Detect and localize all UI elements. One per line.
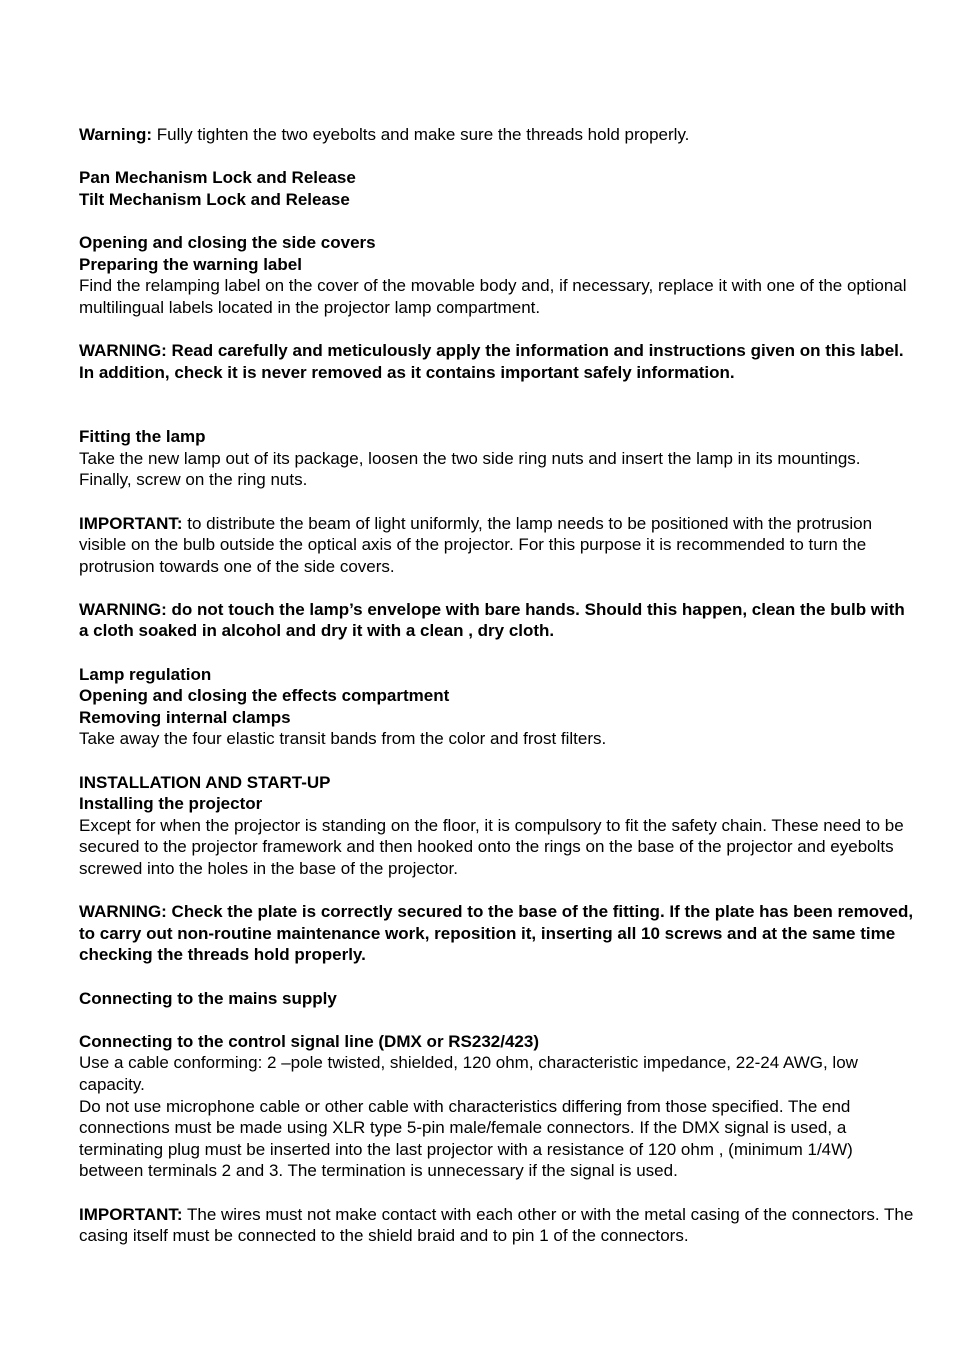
- warning-lamp-envelope: WARNING: do not touch the lamp’s envelope with bare hands. Should this happen, clean the bulb with a cloth soaked in alcohol and dry it with a clean , dry cloth.: [79, 599, 905, 641]
- heading-control-signal: Connecting to the control signal line (DMX or RS232/423): [79, 1031, 540, 1051]
- paragraph-fitting-lamp: Take the new lamp out of its package, loosen the two side ring nuts and insert the lamp in its mountings. Finally, screw on the ring nuts.: [79, 448, 861, 490]
- important-label: IMPORTANT:: [79, 1204, 183, 1224]
- paragraph-microphone: Do not use microphone cable or other cable with characteristics differing from those specified. The end connections must be made using XLR type 5-pin male/female connectors. If the DMX signal is used, a terminating plug must be inserted into the last projector with a resistance of 120 ohm , (minimum 1/4W) between terminals 2 and 3. The termination is unnecessary if the signal is used.: [79, 1096, 853, 1181]
- important-wires: [79, 1204, 915, 1247]
- heading-pan-lock: Pan Mechanism Lock and Release: [79, 168, 356, 188]
- important-label: IMPORTANT:: [79, 513, 183, 533]
- paragraph-installing: Except for when the projector is standing on the floor, it is compulsory to fit the safety chain. These need to be secured to the projector framework and then hooked onto the rings on the base of the projector and eyebolts screwed into the holes in the base of the projector.: [79, 815, 904, 878]
- warning-eyebolts: [79, 124, 915, 146]
- important-beam: [79, 513, 915, 578]
- paragraph-clamps: Take away the four elastic transit bands from the color and frost filters.: [79, 729, 607, 749]
- heading-warning-label: Preparing the warning label: [79, 254, 302, 274]
- document-page: [79, 124, 915, 1247]
- important-text: to distribute the beam of light uniformly, the lamp needs to be positioned with the protrusion visible on the bulb outside the optical axis of the projector. For this purpose it is recommended to turn the protrusion towards one of the side covers.: [79, 513, 873, 576]
- warning-label: Warning:: [79, 125, 153, 144]
- important-text: The wires must not make contact with each other or with the metal casing of the connectors. The casing itself must be connected to the shield braid and to pin 1 of the connectors.: [79, 1204, 914, 1246]
- heading-internal-clamps: Removing internal clamps: [79, 707, 291, 727]
- heading-mains-supply: Connecting to the mains supply: [79, 988, 337, 1008]
- heading-fitting-lamp: Fitting the lamp: [79, 427, 206, 447]
- heading-installing-projector: Installing the projector: [79, 794, 263, 814]
- heading-lamp-regulation: Lamp regulation: [79, 664, 212, 684]
- warning-text: Fully tighten the two eyebolts and make sure the threads hold properly.: [152, 125, 690, 144]
- paragraph-relamping: Find the relamping label on the cover of the movable body and, if necessary, replace it with one of the optional multilingual labels located in the projector lamp compartment.: [79, 276, 907, 317]
- warning-read-label: WARNING: Read carefully and meticulously apply the information and instructions given on this label. In addition, check it is never removed as it contains important safely information.: [79, 340, 904, 382]
- heading-tilt-lock: Tilt Mechanism Lock and Release: [79, 189, 350, 209]
- paragraph-cable: Use a cable conforming: 2 –pole twisted, shielded, 120 ohm, characteristic impedance, 22-24 AWG, low capacity.: [79, 1053, 858, 1094]
- heading-side-covers: Opening and closing the side covers: [79, 232, 376, 252]
- heading-effects-compartment: Opening and closing the effects compartment: [79, 686, 450, 706]
- heading-installation: INSTALLATION AND START-UP: [79, 772, 331, 792]
- warning-plate: WARNING: Check the plate is correctly secured to the base of the fitting. If the plate has been removed, to carry out non-routine maintenance work, reposition it, inserting all 10 screws and at the same time checking the threads hold properly.: [79, 902, 914, 965]
